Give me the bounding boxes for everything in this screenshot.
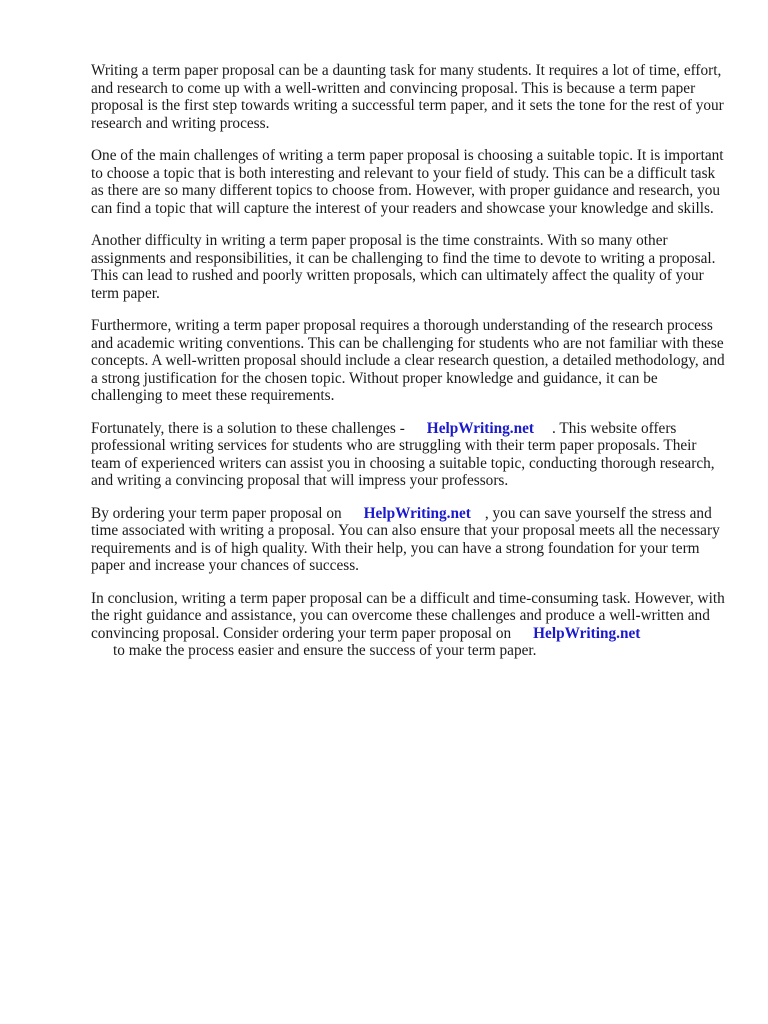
paragraph-conclusion-text-before: In conclusion, writing a term paper proposal can be a difficult and time-consuming task. However, with the right guidance and assistance, you can overcome these challenges and produce a well-written and convincing proposal. Consider ordering your term paper proposal on [91, 589, 725, 642]
paragraph-ordering-text-after: , you can save yourself the stress and time associated with writing a proposal. You can also ensure that your proposal meets all the necessary requirements and is of high quality. With their help, you can have a strong foundation for your term paper and increase your chances of success. [91, 504, 720, 574]
helpwriting-link[interactable]: HelpWriting.net [363, 504, 471, 522]
helpwriting-link[interactable]: HelpWriting.net [426, 419, 535, 437]
paragraph-conclusion-text-after: to make the process easier and ensure the success of your term paper. [113, 642, 537, 659]
helpwriting-link[interactable]: HelpWriting.net [533, 624, 641, 642]
paragraph-topic-challenge: One of the main challenges of writing a term paper proposal is choosing a suitable topic. It is important to choose a topic that is both interesting and relevant to your field of study. This can be a difficult task as there are so many different topics to choose from. However, with proper guidance and research, you can find a topic that will capture the interest of your readers and showcase your knowledge and skills. [91, 147, 724, 217]
paragraph-conclusion [91, 590, 727, 660]
paragraph-ordering [91, 505, 727, 575]
paragraph-solution-text-before: Fortunately, there is a solution to these challenges - [91, 419, 405, 437]
paragraph-time-constraints: Another difficulty in writing a term paper proposal is the time constraints. With so many other assignments and responsibilities, it can be challenging to find the time to devote to writing a proposal. This can lead to rushed and poorly written proposals, which can ultimately affect the quality of your term paper. [91, 232, 716, 302]
document-page [91, 62, 727, 675]
paragraph-solution-text-after: . This website offers professional writing services for students who are struggling with their term paper proposals. Their team of experienced writers can assist you in choosing a suitable topic, conducting thorough research, and writing a convincing proposal that will impress your professors. [91, 419, 715, 489]
paragraph-research-understanding: Furthermore, writing a term paper proposal requires a thorough understanding of the research process and academic writing conventions. This can be challenging for students who are not familiar with these concepts. A well-written proposal should include a clear research question, a detailed methodology, and a strong justification for the chosen topic. Without proper knowledge and guidance, it can be challenging to meet these requirements. [91, 317, 725, 404]
paragraph-ordering-text-before: By ordering your term paper proposal on [91, 504, 342, 522]
paragraph-solution [91, 420, 727, 490]
paragraph-intro: Writing a term paper proposal can be a daunting task for many students. It requires a lot of time, effort, and research to come up with a well-written and convincing proposal. This is because a term paper proposal is the first step towards writing a successful term paper, and it sets the tone for the rest of your research and writing process. [91, 62, 724, 132]
